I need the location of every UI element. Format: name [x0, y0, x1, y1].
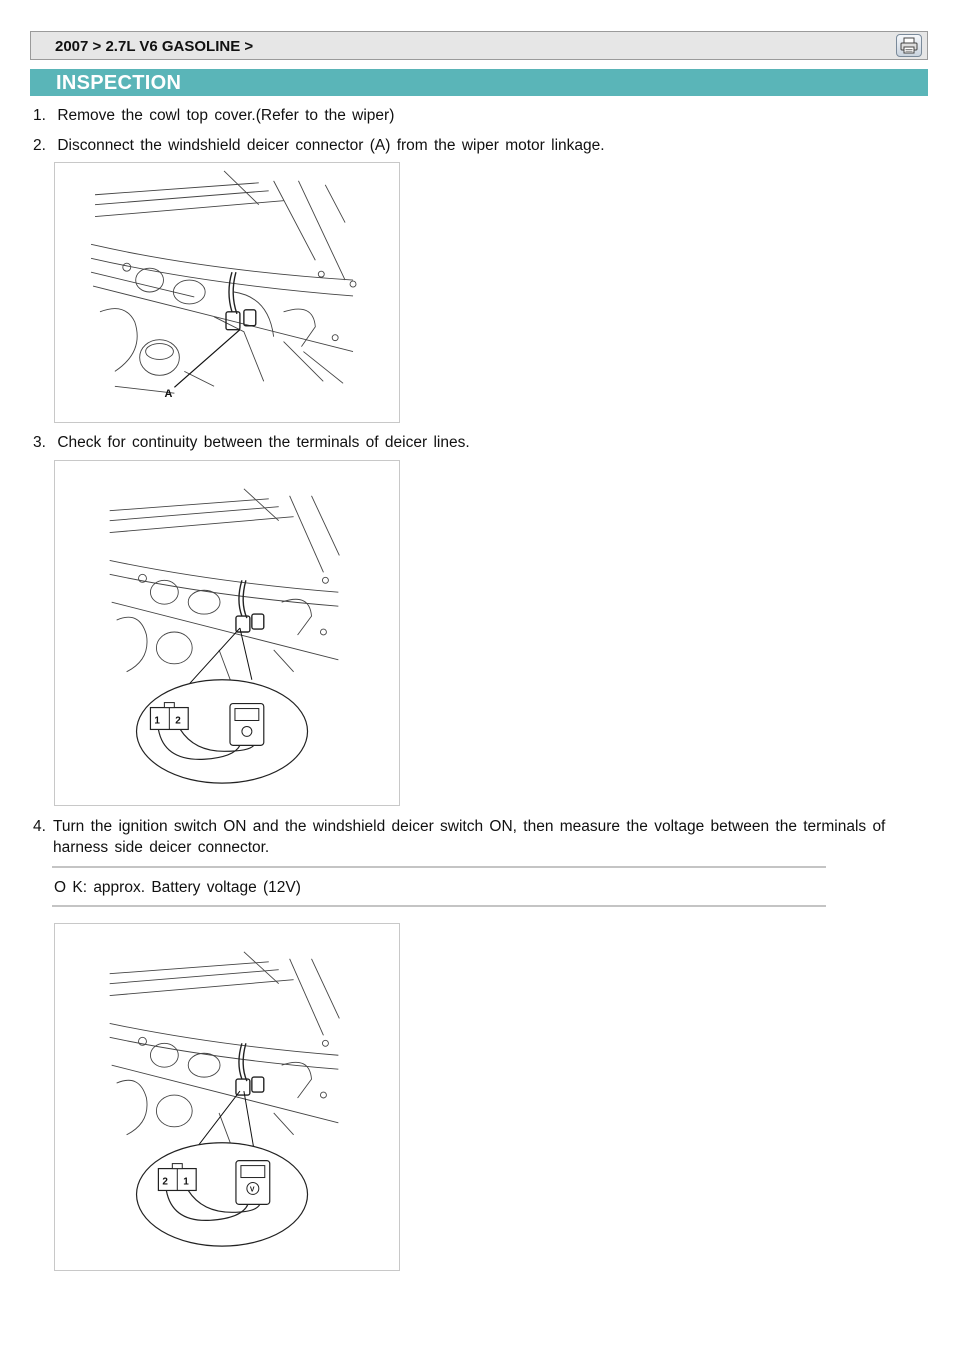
printer-icon	[897, 35, 921, 56]
voltmeter-label: V	[249, 1186, 255, 1194]
breadcrumb[interactable]: 2007 > 2.7L V6 GASOLINE >	[55, 38, 254, 55]
section-title: INSPECTION	[56, 72, 182, 94]
figure-deicer-connector	[54, 162, 400, 423]
step-number: 3.	[33, 434, 46, 451]
print-button[interactable]	[896, 34, 922, 57]
callout-a-label: A	[164, 388, 173, 401]
note-bottom-rule	[52, 905, 826, 907]
step-text: Remove the cowl top cover.(Refer to the wiper)	[57, 107, 395, 124]
note-top-rule	[52, 866, 826, 868]
ok-spec-note: O K: approx. Battery voltage (12V)	[54, 879, 301, 896]
step-2	[33, 135, 605, 156]
pin-2-label: 2	[175, 715, 181, 727]
step-text: Disconnect the windshield deicer connector (A) from the wiper motor linkage.	[57, 137, 605, 154]
step-number: 2.	[33, 137, 46, 154]
figure-voltage-check	[54, 923, 400, 1271]
pin-1-label: 1	[183, 1176, 189, 1188]
continuity-test-illustration	[55, 461, 399, 805]
step-text: Turn the ignition switch ON and the windshield deicer switch ON, then measure the voltage between the terminals of harness side deicer connector.	[53, 818, 886, 856]
step-text: Check for continuity between the terminals of deicer lines.	[57, 434, 470, 451]
step-number: 4.	[33, 818, 46, 835]
step-3	[33, 432, 470, 453]
voltage-test-illustration	[55, 924, 399, 1270]
engine-bay-illustration	[55, 163, 399, 422]
step-4	[33, 816, 923, 858]
step-1	[33, 105, 394, 126]
breadcrumb-bar	[30, 31, 928, 60]
section-header	[30, 69, 928, 96]
pin-2-label: 2	[162, 1176, 168, 1188]
figure-continuity-check	[54, 460, 400, 806]
pin-1-label: 1	[154, 715, 160, 727]
step-number: 1.	[33, 107, 46, 124]
